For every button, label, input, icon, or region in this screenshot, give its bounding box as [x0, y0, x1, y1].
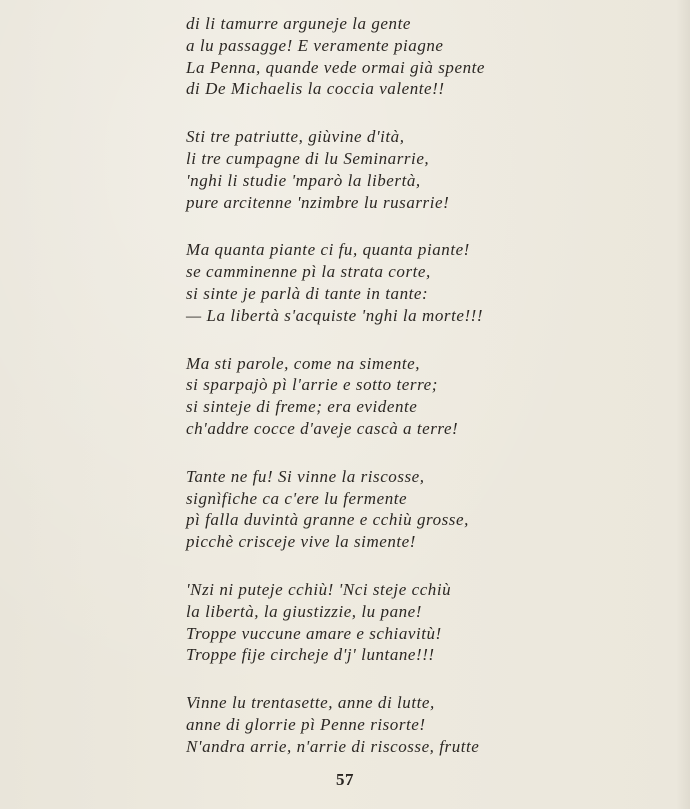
poem-line: ch'addre cocce d'aveje cascà a terre! [186, 418, 459, 438]
stanza [186, 579, 656, 666]
poem-line: picchè crisceje vive la simente! [186, 532, 416, 552]
poem-line: la libertà, la giustizzie, lu pane! [186, 601, 422, 621]
poem-line: N'andra arrie, n'arrie di riscosse, frutte [186, 736, 480, 756]
poem-line: di De Michaelis la coccia valente!! [186, 79, 445, 99]
stanza [186, 13, 656, 100]
poem-line: pure arcitenne 'nzimbre lu rusarrie! [186, 192, 450, 212]
stanza [186, 239, 656, 326]
poem-text [186, 13, 656, 784]
poem-line: 'Nzi ni puteje cchiù! 'Nci steje cchiù [186, 579, 452, 599]
poem-line: pì falla duvintà granne e cchiù grosse, [186, 510, 469, 530]
poem-line: Ma sti parole, come na simente, [186, 353, 421, 373]
poem-line: se camminenne pì la strata corte, [186, 262, 431, 282]
stanza [186, 466, 656, 553]
poem-line: — La libertà s'acquiste 'nghi la morte!!! [186, 305, 484, 325]
poem-line: La Penna, quande vede ormai già spente [186, 57, 485, 77]
poem-line: Troppe fije circheje d'j' luntane!!! [186, 645, 435, 665]
poem-line: Troppe vuccune amare e schiavitù! [186, 623, 442, 643]
poem-line: di li tamurre arguneje la gente [186, 14, 411, 33]
poem-line: a lu passagge! E veramente piagne [186, 35, 444, 55]
poem-line: Vinne lu trentasette, anne di lutte, [186, 693, 435, 713]
stanza [186, 353, 656, 440]
page-edge-shadow [676, 0, 690, 809]
poem-line: signìfiche ca c'ere lu fermente [186, 488, 408, 508]
poem-line: anne di glorrie pì Penne risorte! [186, 714, 426, 734]
poem-line: Tante ne fu! Si vinne la riscosse, [186, 466, 425, 486]
poem-line: si sinteje di freme; era evidente [186, 397, 418, 417]
poem-line: si sinte je parlà di tante in tante: [186, 283, 429, 303]
poem-line: si sparpajò pì l'arrie e sotto terre; [186, 375, 438, 395]
poem-line: 'nghi li studie 'mparò la libertà, [186, 170, 421, 190]
page-number: 57 [336, 770, 354, 789]
stanza [186, 692, 656, 757]
poem-line: Ma quanta piante ci fu, quanta piante! [186, 240, 470, 260]
poem-line: Sti tre patriutte, giùvine d'ità, [186, 127, 405, 147]
poem-line: li tre cumpagne di lu Seminarrie, [186, 148, 430, 168]
stanza [186, 126, 656, 213]
